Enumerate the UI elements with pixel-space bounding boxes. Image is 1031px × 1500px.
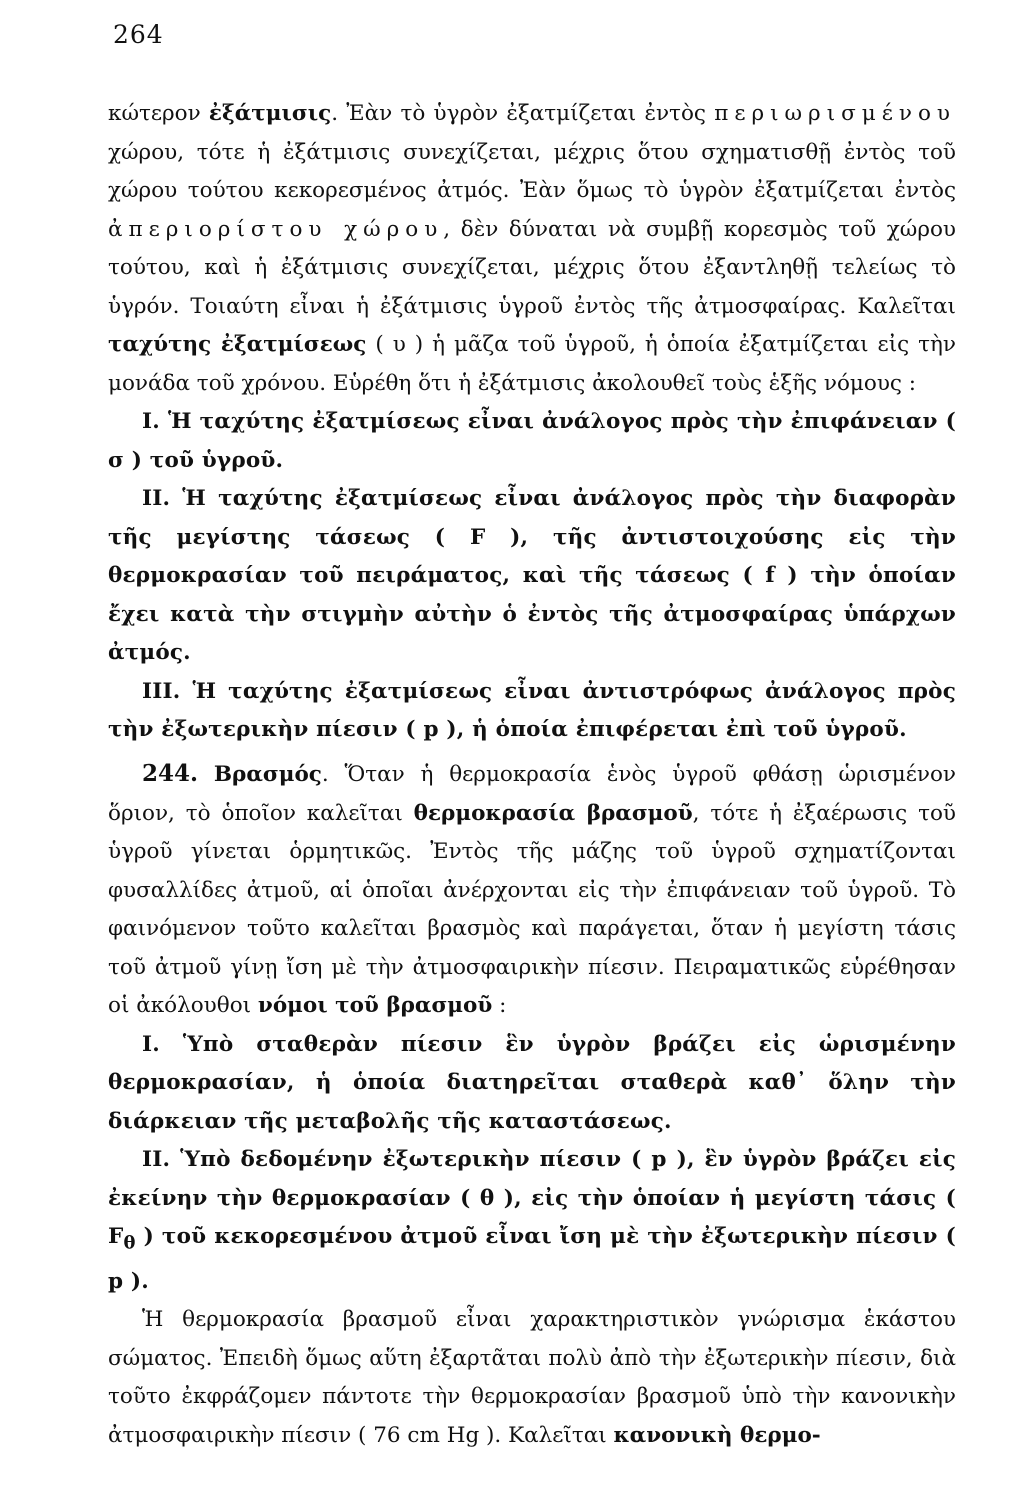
evaporation-paragraph: κώτερον ἐξάτμισις. Ἐὰν τὸ ὑγρὸν ἐξατμίζεται ἐντὸς περιωρισμένου χώρου, τότε ἡ ἐξάτμισις συνεχίζεται, μέχρις ὅτου σχηματισθῇ ἐντὸς τοῦ χώρου τούτου κεκορεσμένος ἀτμός. Ἐὰν ὅμως τὸ ὑγρὸν ἐξατμίζεται ἐντὸς ἀπεριορίστου χώρου, δὲν δύναται νὰ συμβῇ κορεσμὸς τοῦ χώρου τούτου, καὶ ἡ ἐξάτμισις συνεχίζεται, μέχρις ὅτου ἐξαντληθῇ τελείως τὸ ὑγρόν. Τοιαύτη εἶναι ἡ ἐξάτμισις ὑγροῦ ἐντὸς τῆς ἀτμοσφαίρας. Καλεῖται ταχύτης ἐξατμίσεως ( υ ) ἡ μᾶζα τοῦ ὑγροῦ, ἡ ὁποία ἐξατμίζεται εἰς τὴν μονάδα τοῦ χρόνου. Εὑρέθη ὅτι ἡ ἐξάτμισις ἀκολουθεῖ τοὺς ἑξῆς νόμους :	[108, 101, 956, 396]
boiling-law-1: I. Ὑπὸ σταθερὰν πίεσιν ἓν ὑγρὸν βράζει εἰς ὡρισμένην θερμοκρασίαν, ἡ ὁποία διατηρεῖται σταθερὰ καθ᾽ ὅλην τὴν διάρκειαν τῆς μεταβολῆς τῆς καταστάσεως.	[108, 1031, 956, 1134]
boiling-paragraph: 244. Βρασμός. Ὅταν ἡ θερμοκρασία ἑνὸς ὑγροῦ φθάσῃ ὡρισμένον ὅριον, τὸ ὁποῖον καλεῖται θερμοκρασία βρασμοῦ, τότε ἡ ἐξαέρωσις τοῦ ὑγροῦ γίνεται ὁρμητικῶς. Ἐντὸς τῆς μάζης τοῦ ὑγροῦ σχηματίζονται φυσαλλίδες ἀτμοῦ, αἱ ὁποῖαι ἀνέρχονται εἰς τὴν ἐπιφάνειαν τοῦ ὑγροῦ. Τὸ φαινόμενον τοῦτο καλεῖται βρασμὸς καὶ παράγεται, ὅταν ἡ μεγίστη τάσις τοῦ ἀτμοῦ γίνῃ ἴση μὲ τὴν ἀτμοσφαιρικὴν πίεσιν. Πειραματικῶς εὑρέθησαν οἱ ἀκόλουθοι νόμοι τοῦ βρασμοῦ :	[108, 760, 956, 1018]
boiling-law-2: II. Ὑπὸ δεδομένην ἐξωτερικὴν πίεσιν ( p ), ἓν ὑγρὸν βράζει εἰς ἐκείνην τὴν θερμοκρασίαν ( θ ), εἰς τὴν ὁποίαν ἡ μεγίστη τάσις ( $F_\theta$ ) τοῦ κεκορεσμένου ἀτμοῦ εἶναι ἴση μὲ τὴν ἐξωτερικὴν πίεσιν ( p ).	[108, 1147, 956, 1294]
term-normal-boiling: κανονικὴ θερμο-	[613, 1422, 821, 1448]
evaporation-law-2: II. Ἡ ταχύτης ἐξατμίσεως εἶναι ἀνάλογος πρὸς τὴν διαφορὰν τῆς μεγίστης τάσεως ( F ), τῆς ἀντιστοιχούσης εἰς τὴν θερμοκρασίαν τοῦ πειράματος, καὶ τῆς τάσεως ( f ) τὴν ὁποίαν ἔχει κατὰ τὴν στιγμὴν αὐτὴν ὁ ἐντὸς τῆς ἀτμοσφαίρας ὑπάρχων ἀτμός.	[108, 486, 957, 665]
term-evaporation: ἐξάτμισις	[208, 101, 332, 126]
term-laws-of-boiling: νόμοι τοῦ βρασμοῦ	[257, 993, 493, 1018]
subscript-theta: θ	[123, 1232, 136, 1254]
boiling-section	[108, 755, 956, 1455]
spaced-term-unrestricted-space: ἀπεριορίστου χώρου	[108, 216, 444, 242]
spaced-term-restricted-space: περιωρισμένου	[714, 101, 956, 126]
term-evaporation-rate: ταχύτης ἐξατμίσεως	[108, 332, 367, 357]
section-number: 244.	[142, 760, 199, 787]
evaporation-law-3: III. Ἡ ταχύτης ἐξατμίσεως εἶναι ἀντιστρόφως ἀνάλογος πρὸς τὴν ἐξωτερικὴν πίεσιν ( p ), ἡ ὁποία ἐπιφέρεται ἐπὶ τοῦ ὑγροῦ.	[108, 678, 956, 742]
evaporation-text-block	[108, 95, 956, 750]
evaporation-law-1: I. Ἡ ταχύτης ἐξατμίσεως εἶναι ἀνάλογος πρὸς τὴν ἐπιφάνειαν ( σ ) τοῦ ὑγροῦ.	[108, 409, 956, 473]
page-number: 264	[113, 20, 164, 49]
term-boiling-temperature: θερμοκρασία βρασμοῦ	[413, 800, 693, 826]
section-title: Βρασμός	[213, 762, 322, 787]
boiling-temperature-paragraph: Ἡ θερμοκρασία βρασμοῦ εἶναι χαρακτηριστικὸν γνώρισμα ἑκάστου σώματος. Ἐπειδὴ ὅμως αὕτη ἐξαρτᾶται πολὺ ἀπὸ τὴν ἐξωτερικὴν πίεσιν, διὰ τοῦτο ἐκφράζομεν πάντοτε τὴν θερμοκρασίαν βρασμοῦ ὑπὸ τὴν κανονικὴν ἀτμοσφαιρικὴν πίεσιν ( 76 cm Hg ). Καλεῖται κανονικὴ θερμο-	[108, 1307, 956, 1448]
